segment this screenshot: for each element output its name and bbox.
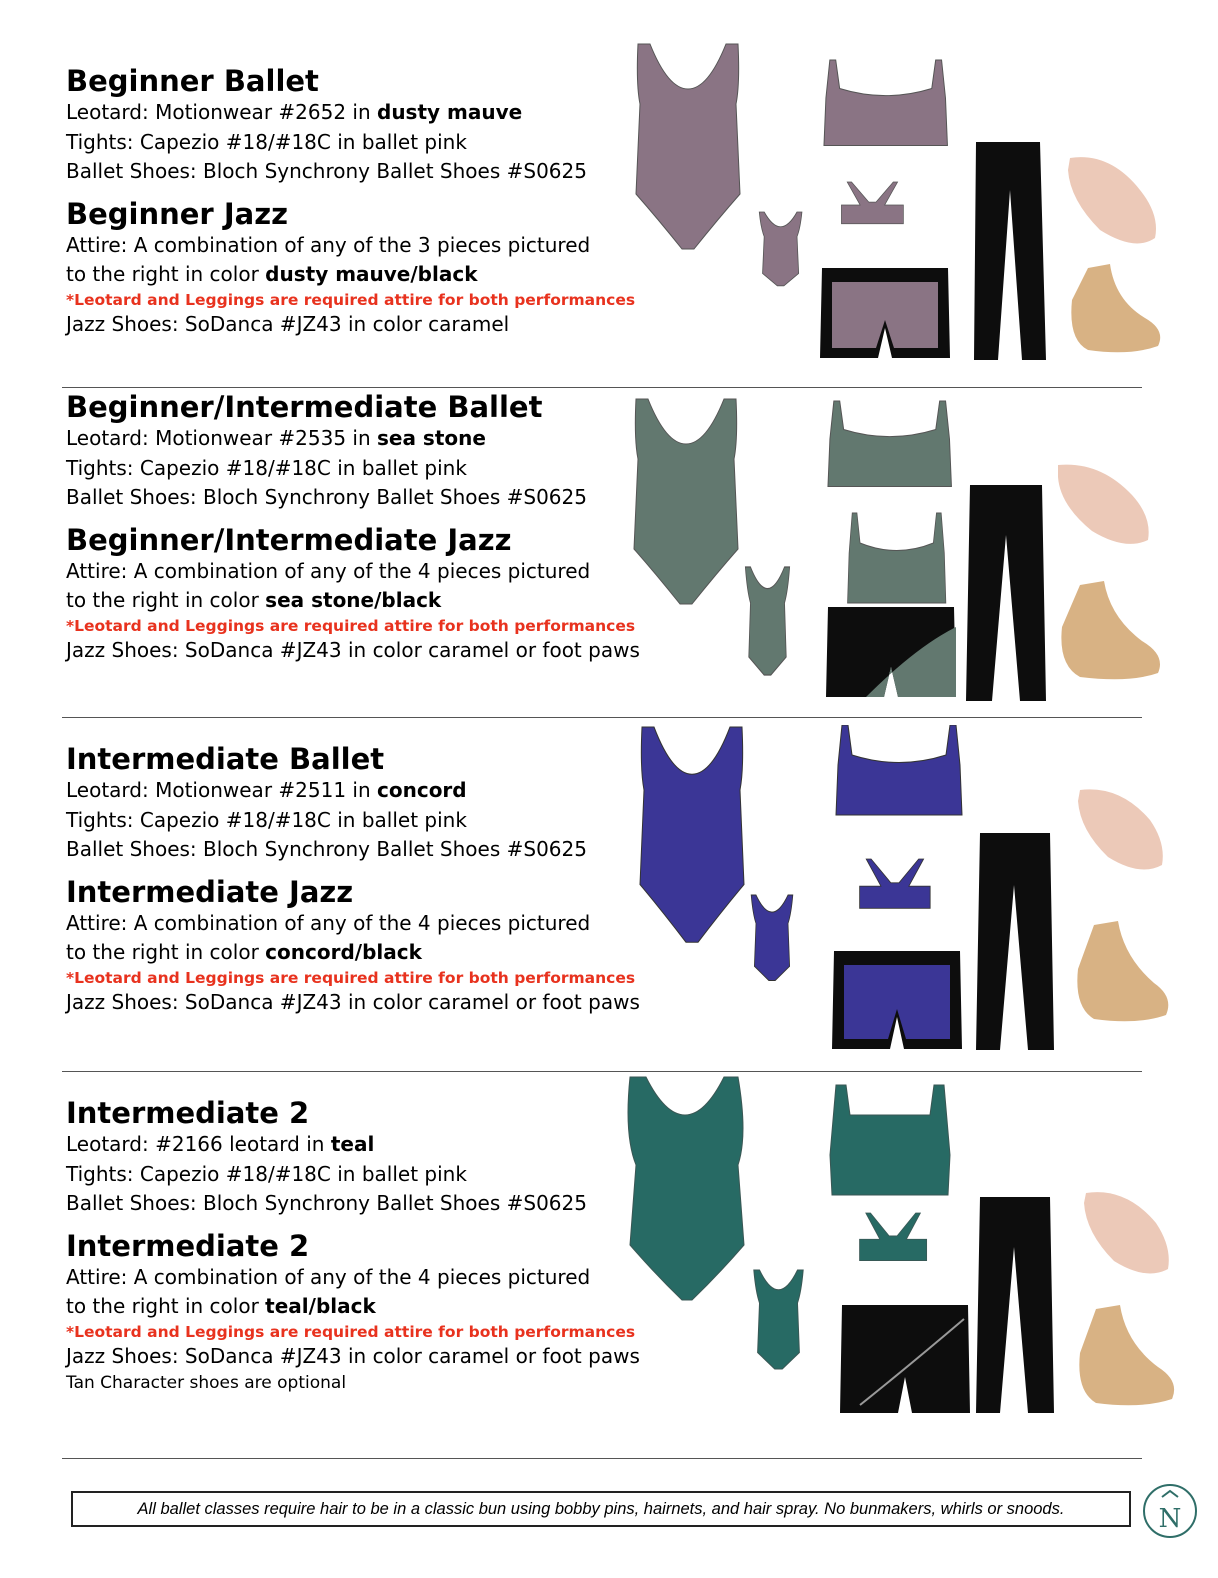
attire-color: concord/black [265,940,422,964]
leotard-color: concord [377,778,467,802]
leotard-image [640,727,744,942]
ballet-shoe-image [1058,465,1149,544]
leggings-image [976,833,1054,1050]
leotard-color: sea stone [377,426,486,450]
leotard-text: Leotard: #2166 leotard in [66,1132,331,1156]
crop-top-image [830,1085,950,1195]
shorts-image [826,607,956,697]
jazz-shoe-image [1061,581,1160,679]
shorts-image [840,1305,970,1413]
leotard-color: teal [330,1132,375,1156]
leotard-image [628,1077,744,1300]
class-title: Beginner Jazz [66,196,288,231]
leggings-image [974,142,1046,360]
bra-top-image [860,859,931,908]
required-note: *Leotard and Leggings are required attire for both performances [66,1322,636,1341]
leotard-back-image [745,567,789,675]
outfit-illustration [610,1075,1210,1420]
required-note: *Leotard and Leggings are required attire for both performances [66,616,636,635]
leotard-back-image [754,1270,803,1369]
ballet-shoes-line: Ballet Shoes: Bloch Synchrony Ballet Shoes #S0625 [66,1191,587,1215]
leggings-image [966,485,1046,701]
class-title: Intermediate 2 [66,1096,310,1130]
divider [62,387,1142,388]
attire-line: Attire: A combination of any of the 3 pieces pictured [66,232,591,257]
class-title: Intermediate Ballet [66,742,385,776]
divider [62,717,1142,718]
leotard-back-image [759,212,802,286]
section-intermediate [66,742,686,1017]
ballet-shoe-image [1078,789,1163,869]
attire-color-line [66,260,686,290]
logo-letter: N [1158,1504,1182,1534]
studio-logo-icon [1142,1483,1198,1539]
leotard-line [66,776,686,806]
attire-color: dusty mauve/black [265,262,478,286]
class-title: Beginner/Intermediate Jazz [66,522,512,557]
leotard-text: Leotard: Motionwear #2652 in [66,100,377,124]
shorts-image [832,951,962,1049]
attire-color-line [66,586,686,616]
leotard-image [634,399,738,604]
tights-line: Tights: Capezio #18/#18C in ballet pink [66,807,467,832]
leotard-line [66,98,686,128]
bra-top-image [841,182,903,224]
crop-top-image [836,725,962,815]
leotard-color: dusty mauve [377,100,523,124]
jazz-shoe-image [1071,264,1160,352]
section-beginner-intermediate [66,390,686,665]
divider [62,1458,1142,1459]
ballet-shoe-image [1084,1192,1169,1273]
attire-text: to the right in color [66,588,266,612]
jazz-shoe-image [1079,1305,1174,1405]
tights-line: Tights: Capezio #18/#18C in ballet pink [66,455,467,480]
attire-line: Attire: A combination of any of the 4 pieces pictured [66,910,591,935]
attire-text: to the right in color [66,940,266,964]
divider [62,1071,1142,1072]
ballet-shoes-line: Ballet Shoes: Bloch Synchrony Ballet Shoes #S0625 [66,485,587,509]
jazz-shoes-line: Jazz Shoes: SoDanca #JZ43 in color caramel [66,311,510,336]
leggings-image [976,1197,1054,1413]
class-title: Beginner Ballet [66,64,319,98]
class-title: Beginner/Intermediate Ballet [66,390,543,424]
jazz-shoe-image [1077,921,1168,1021]
attire-text: to the right in color [66,1294,266,1318]
ballet-shoes-line: Ballet Shoes: Bloch Synchrony Ballet Shoes #S0625 [66,837,587,861]
leotard-image [636,44,740,249]
shorts-image [820,268,950,358]
hair-requirement-box [71,1491,1131,1527]
attire-line: Attire: A combination of any of the 4 pieces pictured [66,558,591,583]
leotard-line [66,1130,686,1160]
attire-color-line [66,1292,686,1322]
leotard-text: Leotard: Motionwear #2511 in [66,778,377,802]
ballet-shoes-line: Ballet Shoes: Bloch Synchrony Ballet Shoes #S0625 [66,159,587,183]
jazz-shoes-line: Jazz Shoes: SoDanca #JZ43 in color caramel or foot paws [66,989,640,1014]
hair-requirement-text: All ballet classes require hair to be in a classic bun using bobby pins, hairnets, and hair spray. No bunmakers, whirls or snoods. [137,1499,1065,1518]
attire-color-line [66,938,686,968]
optional-note: Tan Character shoes are optional [66,1373,347,1393]
required-note: *Leotard and Leggings are required attire for both performances [66,968,636,987]
bra-top-image [860,1213,927,1261]
attire-text: to the right in color [66,262,266,286]
section-beginner [66,64,686,339]
outfit-illustration [610,725,1210,1055]
required-note: *Leotard and Leggings are required attire for both performances [66,290,636,309]
attire-line: Attire: A combination of any of the 4 pieces pictured [66,1264,591,1289]
bra-top-image [848,513,946,603]
tights-line: Tights: Capezio #18/#18C in ballet pink [66,129,467,154]
jazz-shoes-line: Jazz Shoes: SoDanca #JZ43 in color caramel or foot paws [66,1343,640,1368]
leotard-line [66,424,686,454]
outfit-illustration [610,395,1210,710]
leotard-back-image [751,895,793,981]
tights-line: Tights: Capezio #18/#18C in ballet pink [66,1161,467,1186]
outfit-illustration [610,40,1210,370]
ballet-shoe-image [1068,157,1156,243]
crop-top-image [828,401,951,487]
attire-color: sea stone/black [265,588,442,612]
jazz-shoes-line: Jazz Shoes: SoDanca #JZ43 in color caramel or foot paws [66,637,640,662]
attire-color: teal/black [265,1294,376,1318]
class-title: Intermediate 2 [66,1228,310,1263]
leotard-text: Leotard: Motionwear #2535 in [66,426,377,450]
class-title: Intermediate Jazz [66,874,354,909]
section-intermediate-2 [66,1096,686,1395]
crop-top-image [824,60,947,146]
